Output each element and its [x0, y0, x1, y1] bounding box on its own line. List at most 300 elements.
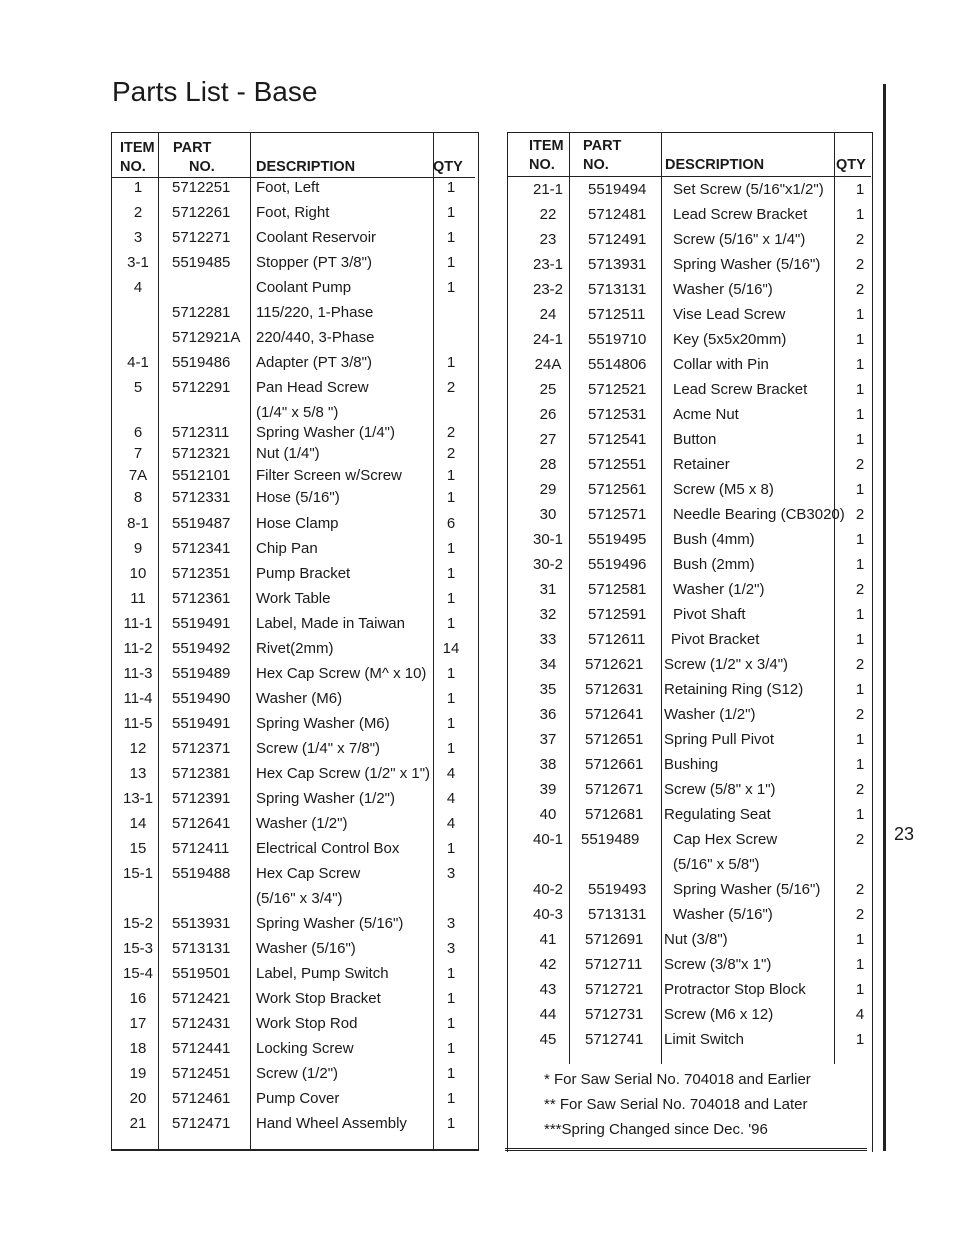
item-cell: 14 — [129, 815, 147, 832]
qty-cell: 2 — [855, 906, 865, 923]
description-cell: Coolant Pump — [256, 279, 352, 296]
item-cell: 40-2 — [532, 881, 564, 898]
table-row — [112, 711, 478, 736]
table-row — [112, 936, 478, 961]
description-cell: Hex Cap Screw (M^ x 10) — [256, 665, 427, 682]
footnote-2: ** For Saw Serial No. 704018 and Later — [544, 1096, 808, 1113]
part-cell: 5519494 — [588, 181, 647, 198]
table-row — [112, 200, 478, 225]
part-cell: 5712361 — [172, 590, 231, 607]
qty-cell: 2 — [855, 881, 865, 898]
description-cell: Screw (1/4" x 7/8") — [256, 740, 381, 757]
description-cell: Work Stop Rod — [256, 1015, 358, 1032]
qty-cell: 1 — [855, 631, 865, 648]
description-cell: Washer (1/2") — [256, 815, 348, 832]
part-cell: 5712261 — [172, 204, 231, 221]
description-cell: Regulating Seat — [664, 806, 771, 823]
item-cell: 8 — [133, 489, 143, 506]
description-cell: Screw (1/2" x 3/4") — [664, 656, 789, 673]
item-cell: 37 — [539, 731, 557, 748]
qty-cell: 1 — [855, 206, 865, 223]
qty-cell: 1 — [855, 481, 865, 498]
item-cell: 30 — [539, 506, 557, 523]
table-row — [508, 377, 872, 402]
item-cell: 3-1 — [127, 254, 149, 271]
table-row — [112, 536, 478, 561]
table-row — [112, 611, 478, 636]
part-cell: 5712551 — [588, 456, 647, 473]
table-row — [112, 325, 478, 350]
description-cell: Bush (2mm) — [673, 556, 755, 573]
description-cell: Pump Bracket — [256, 565, 351, 582]
part-cell: 5712621 — [585, 656, 644, 673]
table-row — [508, 327, 872, 352]
part-cell: 5712341 — [172, 540, 231, 557]
description-cell: Washer (5/16") — [673, 906, 773, 923]
part-cell: 5519491 — [172, 715, 231, 732]
item-cell: 34 — [539, 656, 557, 673]
table-row — [508, 502, 872, 527]
footnote-3: ***Spring Changed since Dec. '96 — [544, 1121, 768, 1138]
description-cell: Adapter (PT 3/8") — [256, 354, 372, 371]
qty-cell: 2 — [855, 781, 865, 798]
qty-cell: 1 — [855, 681, 865, 698]
qty-cell: 1 — [446, 715, 456, 732]
qty-cell: 1 — [446, 690, 456, 707]
qty-cell: 1 — [446, 665, 456, 682]
item-cell: 32 — [539, 606, 557, 623]
item-cell: 44 — [539, 1006, 557, 1023]
part-cell: 5712691 — [585, 931, 644, 948]
item-cell: 40 — [539, 806, 557, 823]
table-row — [508, 602, 872, 627]
part-cell: 5712491 — [588, 231, 647, 248]
item-cell: 4-1 — [127, 354, 149, 371]
part-cell: 5712411 — [172, 840, 230, 857]
part-cell: 5712531 — [588, 406, 647, 423]
qty-cell: 1 — [855, 931, 865, 948]
description-cell: Pan Head Screw — [256, 379, 369, 396]
description-cell: Label, Pump Switch — [256, 965, 389, 982]
item-cell: 15-4 — [122, 965, 154, 982]
item-cell: 39 — [539, 781, 557, 798]
description-cell: Hose (5/16") — [256, 489, 340, 506]
table-row — [112, 686, 478, 711]
qty-cell: 1 — [855, 356, 865, 373]
part-cell: 5519710 — [588, 331, 647, 348]
item-cell: 43 — [539, 981, 557, 998]
description-cell: Bush (4mm) — [673, 531, 755, 548]
item-cell: 26 — [539, 406, 557, 423]
table-row — [508, 777, 872, 802]
part-cell: 5512101 — [172, 467, 231, 484]
item-cell: 25 — [539, 381, 557, 398]
item-cell: 13 — [129, 765, 147, 782]
description-cell: Hex Cap Screw (1/2" x 1") — [256, 765, 431, 782]
part-cell: 5712321 — [172, 445, 231, 462]
parts-table-left — [111, 132, 479, 1151]
table-row — [508, 402, 872, 427]
table-row — [112, 1061, 478, 1086]
item-cell: 45 — [539, 1031, 557, 1048]
qty-cell: 2 — [446, 445, 456, 462]
table-row — [508, 702, 872, 727]
qty-cell: 1 — [446, 279, 456, 296]
item-cell: 40-3 — [532, 906, 564, 923]
description-cell: Set Screw (5/16"x1/2") — [673, 181, 824, 198]
qty-cell: 2 — [446, 424, 456, 441]
table-row — [508, 302, 872, 327]
description-cell: Nut (1/4") — [256, 445, 320, 462]
table-row — [112, 811, 478, 836]
header-part: PART NO. — [583, 138, 622, 173]
description-cell: Chip Pan — [256, 540, 318, 557]
description-cell: Washer (5/16") — [256, 940, 356, 957]
description-cell: Washer (1/2") — [664, 706, 756, 723]
part-cell: 5712681 — [585, 806, 644, 823]
part-cell: 5712421 — [172, 990, 231, 1007]
qty-cell: 14 — [442, 640, 460, 657]
part-cell: 5519495 — [588, 531, 647, 548]
description-cell: (5/16" x 5/8") — [673, 856, 760, 873]
part-cell: 5712451 — [172, 1065, 231, 1082]
qty-cell: 3 — [446, 915, 456, 932]
part-cell: 5712571 — [588, 506, 647, 523]
item-cell: 11-3 — [123, 665, 153, 682]
right-table-bottom-rule — [505, 1148, 867, 1151]
table-row — [112, 836, 478, 861]
item-cell: 15 — [129, 840, 147, 857]
description-cell: Spring Washer (1/4") — [256, 424, 395, 441]
item-cell: 13-1 — [122, 790, 154, 807]
part-cell: 5712441 — [172, 1040, 231, 1057]
item-cell: 12 — [129, 740, 147, 757]
part-cell: 5712251 — [172, 179, 231, 196]
qty-cell: 2 — [855, 656, 865, 673]
item-cell: 19 — [129, 1065, 147, 1082]
part-cell: 5712431 — [172, 1015, 231, 1032]
qty-cell: 1 — [855, 756, 865, 773]
table-row — [112, 736, 478, 761]
table-row — [112, 485, 478, 510]
part-cell: 5712281 — [172, 304, 231, 321]
description-cell: 115/220, 1-Phase — [256, 304, 374, 321]
description-cell: Retaining Ring (S12) — [664, 681, 804, 698]
item-cell: 36 — [539, 706, 557, 723]
item-cell: 30-1 — [532, 531, 564, 548]
header-qty: QTY — [836, 157, 866, 173]
table-row — [508, 652, 872, 677]
qty-cell: 2 — [855, 581, 865, 598]
description-cell: Washer (M6) — [256, 690, 343, 707]
table-row — [112, 661, 478, 686]
table-row — [112, 586, 478, 611]
item-cell: 4 — [133, 279, 143, 296]
item-cell: 27 — [539, 431, 557, 448]
item-cell: 11-2 — [123, 640, 153, 657]
item-cell: 18 — [129, 1040, 147, 1057]
part-cell: 5712541 — [588, 431, 647, 448]
table-row — [112, 1036, 478, 1061]
description-cell: Hose Clamp — [256, 515, 339, 532]
part-cell: 5713131 — [588, 281, 647, 298]
qty-cell: 2 — [855, 231, 865, 248]
qty-cell: 1 — [446, 229, 456, 246]
header-description: DESCRIPTION — [665, 157, 765, 173]
table-row — [112, 886, 478, 911]
part-cell: 5519489 — [581, 831, 640, 848]
description-cell: Retainer — [673, 456, 730, 473]
description-cell: Pivot Bracket — [671, 631, 760, 648]
table-row — [508, 752, 872, 777]
item-cell: 28 — [539, 456, 557, 473]
part-cell: 5712471 — [172, 1115, 231, 1132]
description-cell: Screw (5/8" x 1") — [664, 781, 776, 798]
item-cell: 42 — [539, 956, 557, 973]
description-cell: Acme Nut — [673, 406, 739, 423]
part-cell: 5519488 — [172, 865, 231, 882]
qty-cell: 1 — [446, 489, 456, 506]
qty-cell: 4 — [446, 790, 456, 807]
table-row — [508, 427, 872, 452]
header-description: DESCRIPTION — [256, 159, 356, 175]
table-row — [508, 977, 872, 1002]
description-cell: Screw (M5 x 8) — [673, 481, 774, 498]
qty-cell: 1 — [446, 467, 456, 484]
item-cell: 7 — [133, 445, 143, 462]
qty-cell: 1 — [855, 956, 865, 973]
item-cell: 5 — [133, 379, 143, 396]
description-cell: Needle Bearing (CB3020) — [673, 506, 845, 523]
description-cell: Pivot Shaft — [673, 606, 746, 623]
description-cell: Lead Screw Bracket — [673, 381, 808, 398]
qty-cell: 1 — [446, 990, 456, 1007]
qty-cell: 1 — [855, 1031, 865, 1048]
part-cell: 5713131 — [588, 906, 647, 923]
part-cell: 5712371 — [172, 740, 231, 757]
qty-cell: 1 — [855, 531, 865, 548]
description-cell: Button — [673, 431, 717, 448]
table-row — [112, 636, 478, 661]
part-cell: 5519489 — [172, 665, 231, 682]
item-cell: 15-1 — [122, 865, 154, 882]
item-cell: 23 — [539, 231, 557, 248]
item-cell: 35 — [539, 681, 557, 698]
qty-cell: 1 — [446, 565, 456, 582]
table-row — [508, 202, 872, 227]
qty-cell: 4 — [446, 765, 456, 782]
table-row — [508, 852, 872, 877]
item-cell: 22 — [539, 206, 557, 223]
part-cell: 5713131 — [172, 940, 231, 957]
part-cell: 5712521 — [588, 381, 647, 398]
qty-cell: 1 — [446, 254, 456, 271]
qty-cell: 1 — [446, 615, 456, 632]
table-row — [508, 452, 872, 477]
part-cell: 5712311 — [172, 424, 230, 441]
part-cell: 5712481 — [588, 206, 647, 223]
qty-cell: 1 — [446, 1015, 456, 1032]
description-cell: Work Table — [256, 590, 331, 607]
description-cell: Screw (5/16" x 1/4") — [673, 231, 806, 248]
description-cell: Lead Screw Bracket — [673, 206, 808, 223]
item-cell: 11-5 — [123, 715, 153, 732]
table-row — [112, 1111, 478, 1136]
table-row — [112, 1011, 478, 1036]
part-cell: 5713931 — [588, 256, 647, 273]
description-cell: Hex Cap Screw — [256, 865, 361, 882]
description-cell: Rivet(2mm) — [256, 640, 334, 657]
part-cell: 5712731 — [585, 1006, 644, 1023]
description-cell: Coolant Reservoir — [256, 229, 377, 246]
table-row — [508, 627, 872, 652]
table-row — [508, 827, 872, 852]
part-cell: 5712641 — [585, 706, 644, 723]
table-row — [508, 1002, 872, 1027]
description-cell: Vise Lead Screw — [673, 306, 786, 323]
table-row — [508, 477, 872, 502]
item-cell: 17 — [129, 1015, 147, 1032]
table-row — [112, 350, 478, 375]
table-row — [112, 375, 478, 400]
item-cell: 31 — [539, 581, 557, 598]
part-cell: 5519492 — [172, 640, 231, 657]
table-row — [112, 761, 478, 786]
item-cell: 11 — [130, 590, 146, 607]
qty-cell: 1 — [446, 1040, 456, 1057]
description-cell: Collar with Pin — [673, 356, 769, 373]
qty-cell: 1 — [446, 354, 456, 371]
item-cell: 15-3 — [122, 940, 154, 957]
qty-cell: 4 — [855, 1006, 865, 1023]
part-cell: 5712741 — [585, 1031, 644, 1048]
part-cell: 5712641 — [172, 815, 231, 832]
item-cell: 33 — [539, 631, 557, 648]
table-row — [508, 877, 872, 902]
description-cell: Filter Screen w/Screw — [256, 467, 402, 484]
description-cell: Limit Switch — [664, 1031, 745, 1048]
parts-table-right — [507, 132, 873, 1152]
item-cell: 24 — [539, 306, 557, 323]
description-cell: Spring Washer (5/16") — [256, 915, 404, 932]
qty-cell: 4 — [446, 815, 456, 832]
qty-cell: 2 — [855, 506, 865, 523]
table-row — [112, 300, 478, 325]
qty-cell: 1 — [446, 540, 456, 557]
part-cell: 5712511 — [588, 306, 646, 323]
header-item: ITEM NO. — [529, 138, 564, 173]
item-cell: 21-1 — [532, 181, 564, 198]
part-cell: 5519486 — [172, 354, 231, 371]
part-cell: 5513931 — [172, 915, 231, 932]
table-row — [508, 177, 872, 202]
table-row — [508, 727, 872, 752]
qty-cell: 1 — [446, 204, 456, 221]
item-cell: 40-1 — [532, 831, 564, 848]
table-row — [508, 552, 872, 577]
description-cell: Pump Cover — [256, 1090, 340, 1107]
qty-cell: 1 — [855, 181, 865, 198]
qty-cell: 1 — [855, 331, 865, 348]
qty-cell: 1 — [855, 731, 865, 748]
part-cell: 5712591 — [588, 606, 647, 623]
part-cell: 5712671 — [585, 781, 644, 798]
part-cell: 5712661 — [585, 756, 644, 773]
item-cell: 16 — [129, 990, 147, 1007]
qty-cell: 1 — [855, 981, 865, 998]
description-cell: Work Stop Bracket — [256, 990, 381, 1007]
item-cell: 20 — [129, 1090, 147, 1107]
item-cell: 3 — [133, 229, 143, 246]
table-row — [112, 786, 478, 811]
item-cell: 23-2 — [532, 281, 564, 298]
table-row — [112, 961, 478, 986]
part-cell: 5712651 — [585, 731, 644, 748]
part-cell: 5712351 — [172, 565, 231, 582]
part-cell: 5514806 — [588, 356, 647, 373]
qty-cell: 2 — [446, 379, 456, 396]
description-cell: Washer (1/2") — [673, 581, 765, 598]
qty-cell: 1 — [446, 740, 456, 757]
qty-cell: 1 — [855, 606, 865, 623]
part-cell: 5712711 — [585, 956, 643, 973]
part-cell: 5712581 — [588, 581, 647, 598]
qty-cell: 2 — [855, 831, 865, 848]
description-cell: Screw (3/8"x 1") — [664, 956, 772, 973]
table-row — [508, 902, 872, 927]
description-cell: Foot, Right — [256, 204, 330, 221]
description-cell: Spring Pull Pivot — [664, 731, 775, 748]
description-cell: (1/4" x 5/8 ") — [256, 404, 339, 421]
table-row — [112, 561, 478, 586]
part-cell: 5519491 — [172, 615, 231, 632]
part-cell: 5519501 — [172, 965, 231, 982]
item-cell: 24A — [534, 356, 562, 373]
description-cell: 220/440, 3-Phase — [256, 329, 375, 346]
item-cell: 6 — [133, 424, 143, 441]
qty-cell: 1 — [855, 381, 865, 398]
part-cell: 5519496 — [588, 556, 647, 573]
qty-cell: 2 — [855, 706, 865, 723]
header-item: ITEM NO. — [120, 140, 155, 175]
description-cell: Hand Wheel Assembly — [256, 1115, 407, 1132]
table-row — [508, 927, 872, 952]
part-cell: 5712381 — [172, 765, 231, 782]
table-row — [508, 527, 872, 552]
part-cell: 5712271 — [172, 229, 231, 246]
table-row — [112, 275, 478, 300]
item-cell: 9 — [133, 540, 143, 557]
part-cell: 5712461 — [172, 1090, 231, 1107]
description-cell: Electrical Control Box — [256, 840, 400, 857]
item-cell: 21 — [129, 1115, 147, 1132]
part-cell: 5712611 — [588, 631, 646, 648]
description-cell: Key (5x5x20mm) — [673, 331, 787, 348]
item-cell: 24-1 — [532, 331, 564, 348]
description-cell: Spring Washer (5/16") — [673, 256, 821, 273]
description-cell: (5/16" x 3/4") — [256, 890, 343, 907]
page-edge-bar — [883, 84, 886, 1151]
table-row — [508, 577, 872, 602]
table-row — [508, 952, 872, 977]
table-row — [508, 277, 872, 302]
item-cell: 1 — [133, 179, 143, 196]
table-row — [508, 802, 872, 827]
item-cell: 11-4 — [123, 690, 153, 707]
part-cell: 5519493 — [588, 881, 647, 898]
qty-cell: 2 — [855, 456, 865, 473]
description-cell: Foot, Left — [256, 179, 320, 196]
